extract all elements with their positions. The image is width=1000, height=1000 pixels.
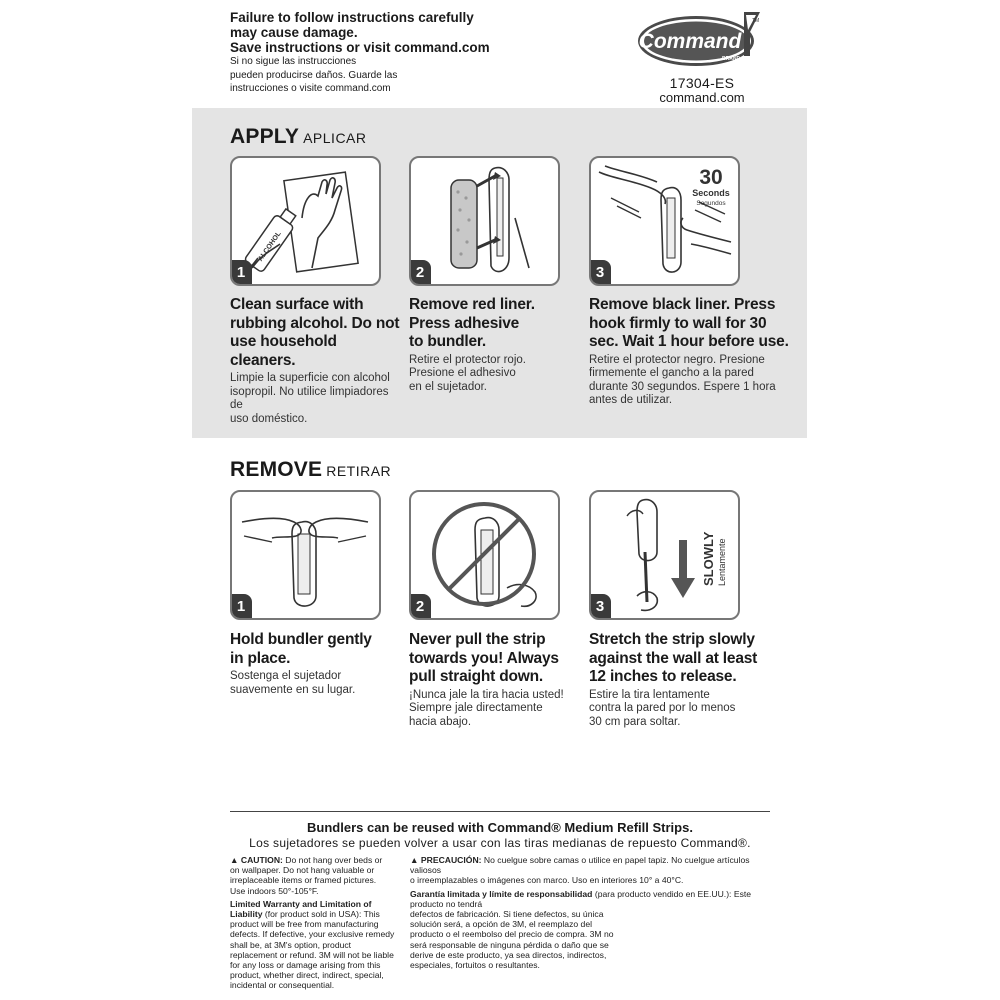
logo-brand: BRAND xyxy=(722,56,741,62)
step-number: 1 xyxy=(230,260,252,286)
adhesive-strip-icon xyxy=(411,158,558,284)
slowly-label: SLOWLY xyxy=(701,531,716,586)
command-logo xyxy=(636,10,764,70)
remove-step-3-illustration xyxy=(589,490,740,620)
logo-tm: TM xyxy=(752,18,760,24)
warning-line: Save instructions or visit command.com xyxy=(230,40,490,55)
reuse-note: Bundlers can be reused with Command® Medium Refill Strips. Los sujetadores se pueden volver a usar con las tiras medianas de repuesto Command®. xyxy=(249,820,751,850)
apply-title: APPLY APLICAR xyxy=(230,125,367,148)
website: command.com xyxy=(659,90,745,105)
warning-line-es: pueden producirse daños. Guarde las xyxy=(230,69,398,81)
caution-block: ▲ CAUTION: Do not hang over beds or on wallpaper. Do not hang valuable or irreplaceable items or framed pictures. Use indoors 50°-105°F. Limited Warranty and Limitation of Liability (for product sold in USA): This product will be free from manufacturing defects. If defective, your exclusive remedy shall be, at 3M's option, product replacement or refund. 3M will not be liable for any loss or damage arising from this product, whether direct, indirect, special, incidental or consequential. xyxy=(230,855,395,991)
apply-step-1-illustration xyxy=(230,156,381,286)
clean-surface-icon xyxy=(232,158,379,284)
remove-step-3-text: Stretch the strip slowly against the wall at least 12 inches to release. Estire la tira lentamente contra la pared por lo menos 30 cm para soltar. xyxy=(589,631,758,728)
apply-step-1-text: Clean surface with rubbing alcohol. Do not use household cleaners. Limpie la superficie con alcohol isopropil. No utilice limpiadores de uso doméstico. xyxy=(230,296,400,425)
precaucion-block: ▲ PRECAUCIÓN: No cuelgue sobre camas o utilice en papel tapiz. No cuelgue artículos valiosos o irreemplazables o imágenes con marco. Uso en interiores 10° a 40°C. Garantía limitada y límite de responsabilidad (para producto vendido en EE.UU.): Este producto no tendrá defectos de fabricación. Si tiene defectos, su única solución será, a opción de 3M, el reemplazo del producto o el reembolso del precio de compra. 3M no será responsable de ninguna pérdida o daño que se derive de este producto, ya sea directos, indirectos, especiales, fortuitos o resultantes. xyxy=(410,855,752,971)
hold-bundler-icon xyxy=(232,492,379,618)
warning-block xyxy=(230,10,630,96)
apply-step-2-illustration xyxy=(409,156,560,286)
timer-label-es: Segundos xyxy=(696,200,726,207)
no-pull-icon xyxy=(411,492,558,618)
apply-step-3-illustration xyxy=(589,156,740,286)
product-code: 17304-ES xyxy=(669,75,735,91)
remove-step-1-text: Hold bundler gently in place. Sostenga el sujetador suavemente en su lugar. xyxy=(230,631,372,696)
footer-divider xyxy=(230,811,770,812)
product-code-block xyxy=(640,76,764,105)
remove-title: REMOVE RETIRAR xyxy=(230,458,392,481)
timer-label: Seconds xyxy=(692,188,730,198)
step-number: 2 xyxy=(409,260,431,286)
apply-step-3-text: Remove black liner. Press hook firmly to wall for 30 sec. Wait 1 hour before use. Retire el protector negro. Presione firmemente el gancho a la pared durante 30 segundos. Espere 1 hora antes de utilizar. xyxy=(589,296,789,406)
step-number: 3 xyxy=(589,594,611,620)
step-number: 1 xyxy=(230,594,252,620)
remove-step-2-illustration xyxy=(409,490,560,620)
warning-line: Failure to follow instructions carefully xyxy=(230,10,474,25)
stretch-strip-icon xyxy=(591,492,738,618)
remove-step-1-illustration xyxy=(230,490,381,620)
apply-step-2-text: Remove red liner. Press adhesive to bundler. Retire el protector rojo. Presione el adhesivo en el sujetador. xyxy=(409,296,535,393)
step-number: 2 xyxy=(409,594,431,620)
remove-step-2-text: Never pull the strip towards you! Always pull straight down. ¡Nunca jale la tira hacia usted! Siempre jale directamente hacia abajo. xyxy=(409,631,564,728)
slowly-label-es: Lentamente xyxy=(717,538,727,586)
warning-line-es: instrucciones o visite command.com xyxy=(230,83,391,94)
logo-text: Command xyxy=(638,30,742,53)
warning-line-es: Si no sigue las instrucciones xyxy=(230,56,357,67)
bottle-label: ALCOHOL xyxy=(257,230,283,263)
press-hook-icon xyxy=(591,158,738,284)
step-number: 3 xyxy=(589,260,611,286)
timer-number: 30 xyxy=(699,166,723,189)
warning-line: may cause damage. xyxy=(230,25,358,40)
